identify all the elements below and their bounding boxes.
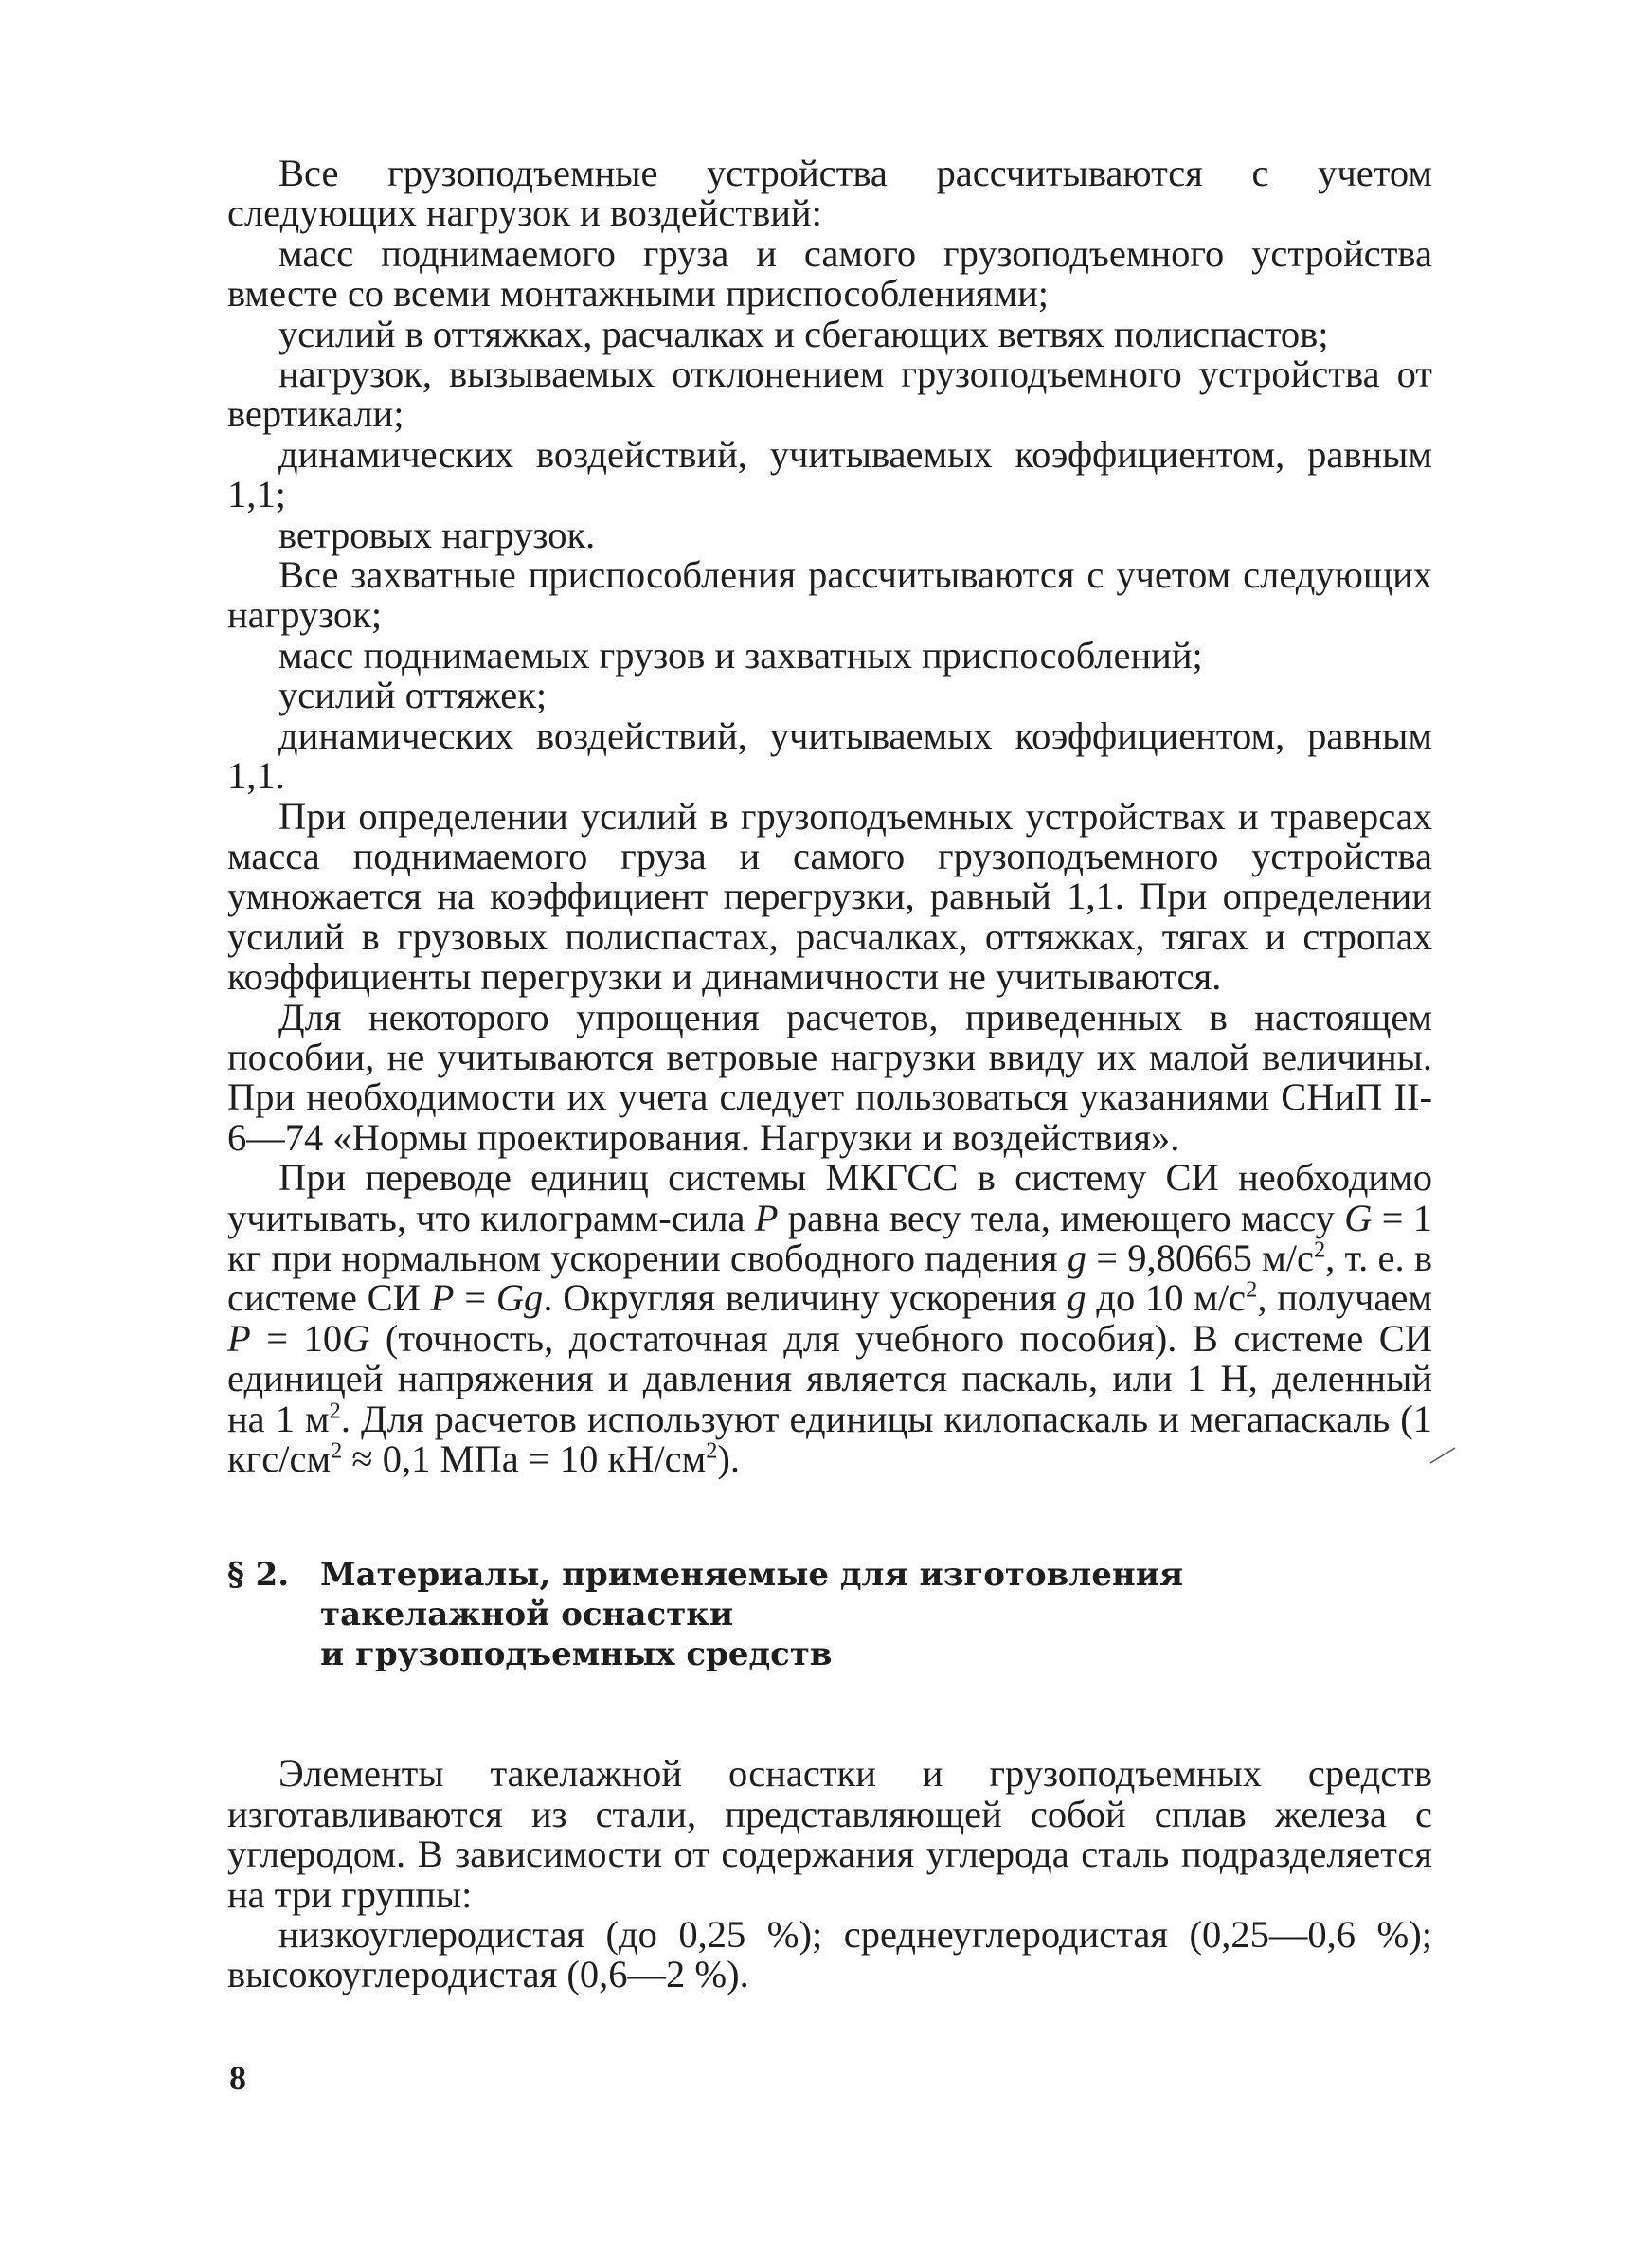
paragraph-steel: Элементы такелажной оснастки и грузоподъемных средств изготавливаются из стали, представляющей собой сплав железа с углеродом. В зависимости от содержания углерода сталь подразделяется на три группы: (227, 1752, 1432, 1916)
page-number: 8 (229, 2059, 246, 2097)
paragraph-grips: Все захватные приспособления рассчитываются с учетом следующих нагрузок; (227, 553, 1432, 637)
section-heading (227, 1555, 1432, 1674)
list-item-forces: усилий в оттяжках, расчалках и сбегающих ветвях полиспастов; (278, 312, 1329, 355)
list-item-grip-dynamic: динамических воздействий, учитываемых коэффициентом, равным 1,1. (227, 713, 1432, 798)
section-title (320, 1555, 1432, 1674)
paragraph-load-calculation: Все грузоподъемные устройства рассчитываются с учетом следующих нагрузок и воздействий: (227, 152, 1432, 235)
list-item-masses: масс поднимаемого груза и самого грузоподъемного устройства вместе со всеми монтажными приспособлениями; (227, 231, 1432, 316)
section-title-line: Материалы, применяемые для изготовления (320, 1556, 1184, 1595)
section-title-line: и грузоподъемных средств (320, 1635, 833, 1674)
paragraph-overload: При определении усилий в грузоподъемных устройствах и траверсах масса поднимаемого груза и самого грузоподъемного устройства умножается на коэффициент перегрузки, равный 1,1. При определении усилий в грузовых полиспастах, расчалках, оттяжках, тягах и стропах коэффициенты перегрузки и динамичности не учитываются. (227, 794, 1432, 999)
list-item-wind: ветровых нагрузок. (278, 513, 596, 556)
list-item-grip-masses: масс поднимаемых грузов и захватных приспособлений; (278, 633, 1203, 677)
list-item-steel-groups: низкоуглеродистая (до 0,25 %); среднеуглеродистая (0,25—0,6 %); высокоуглеродистая (0,6—2 %). (227, 1913, 1432, 1996)
paragraph-simplification: Для некоторого упрощения расчетов, приведенных в настоящем пособии, не учитываются ветровые нагрузки ввиду их малой величины. При необходимости их учета следует пользоваться указаниями СНиП II-6—74 «Нормы проектирования. Нагрузки и воздействия». (227, 995, 1432, 1159)
paragraph-si-units: При переводе единиц системы МКГСС в систему СИ необходимо учитывать, что килограмм-сила P равна весу тела, имеющего массу G = 1 кг при нормальном ускорении свободного падения g = 9,80665 $м/с^2$, т. е. в системе СИ P = Gg. Округляя величину ускорения g до 10 $м/с^2$, получаем P = 10G (точность, достаточная для учебного пособия). В системе СИ единицей напряжения и давления является паскаль, или 1 Н, деленный на 1 $м^2$. Для расчетов используют единицы килопаскаль и мегапаскаль (1 кгс/$см^2 \approx 0,1$ МПа = 10 $кН/см^2$). (227, 1156, 1433, 1480)
section-number: § 2. (227, 1556, 290, 1595)
text-column (227, 153, 1432, 1995)
pencil-mark-icon (1428, 1446, 1457, 1465)
section-title-line: такелажной оснастки (320, 1596, 734, 1634)
list-item-deviation: нагрузок, вызываемых отклонением грузоподъемного устройства от вертикали; (227, 352, 1432, 436)
list-item-dynamic: динамических воздействий, учитываемых коэффициентом, равным 1,1; (227, 432, 1432, 516)
list-item-guy-forces: усилий оттяжек; (278, 674, 548, 717)
